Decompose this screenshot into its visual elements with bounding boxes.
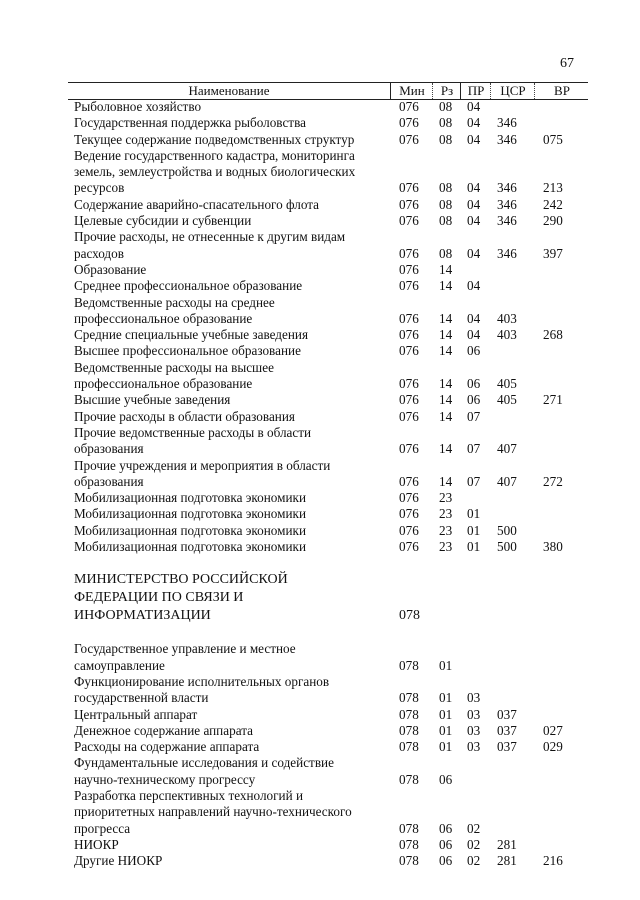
cell-rz: 08: [439, 131, 453, 147]
cell-min: 076: [399, 278, 419, 294]
cell-min: 076: [399, 490, 419, 506]
column-header-min: Мин: [390, 83, 433, 99]
row-name-line: Мобилизационная подготовка экономики: [74, 539, 307, 555]
row-name: [74, 229, 399, 262]
cell-rz: 14: [439, 376, 453, 392]
row-name-line: Прочие расходы, не отнесенные к другим видам: [74, 229, 346, 245]
row-name-line: Прочие учреждения и мероприятия в области: [74, 457, 331, 473]
cell-pr: 04: [467, 180, 481, 196]
table-row: [74, 132, 594, 148]
cell-pr: 04: [467, 310, 481, 326]
row-name: [74, 262, 399, 278]
row-name: [74, 837, 399, 853]
row-name-line: Рыболовное хозяйство: [74, 99, 202, 114]
ministry-heading-row: [74, 571, 594, 625]
budget-table: [74, 99, 594, 869]
table-row: [74, 641, 594, 674]
row-name-line: научно-техническому прогрессу: [74, 771, 256, 787]
cell-min: 076: [399, 522, 419, 538]
cell-rz: 14: [439, 392, 453, 408]
row-name-line: ФЕДЕРАЦИИ ПО СВЯЗИ И: [74, 590, 244, 606]
cell-rz: 08: [439, 196, 453, 212]
cell-rz: 23: [439, 522, 453, 538]
cell-pr: 01: [467, 522, 481, 538]
table-row: [74, 360, 594, 393]
cell-min: 076: [399, 343, 419, 359]
row-name: [74, 523, 399, 539]
table-row: [74, 295, 594, 328]
cell-rz: 06: [439, 853, 453, 869]
cell-csr: 403: [497, 327, 517, 343]
cell-vr: 268: [543, 327, 563, 343]
row-name-line: МИНИСТЕРСТВО РОССИЙСКОЙ: [74, 572, 288, 588]
row-name-line: Среднее профессиональное образование: [74, 278, 303, 294]
cell-pr: 06: [467, 392, 481, 408]
row-name: [74, 392, 399, 408]
table-row: [74, 148, 594, 197]
cell-min: 076: [399, 310, 419, 326]
table-row: [74, 115, 594, 131]
row-name-line: Прочие ведомственные расходы в области: [74, 424, 312, 440]
cell-pr: 06: [467, 343, 481, 359]
row-name-line: прогресса: [74, 820, 131, 836]
cell-pr: 04: [467, 245, 481, 261]
cell-rz: 14: [439, 473, 453, 489]
cell-pr: 07: [467, 441, 481, 457]
table-row: [74, 458, 594, 491]
row-name: [74, 115, 399, 131]
row-name: [74, 278, 399, 294]
cell-min: 076: [399, 539, 419, 555]
cell-csr: 346: [497, 131, 517, 147]
cell-csr: 346: [497, 180, 517, 196]
row-name-line: НИОКР: [74, 836, 119, 852]
cell-min: 076: [399, 115, 419, 131]
row-name-line: государственной власти: [74, 690, 209, 706]
row-name-line: Денежное содержание аппарата: [74, 722, 253, 738]
row-name-line: Мобилизационная подготовка экономики: [74, 490, 307, 506]
row-name: [74, 723, 399, 739]
row-name: [74, 539, 399, 555]
cell-rz: 14: [439, 278, 453, 294]
row-name: [74, 707, 399, 723]
cell-rz: 06: [439, 771, 453, 787]
cell-min: 076: [399, 180, 419, 196]
cell-min: 076: [399, 245, 419, 261]
row-name: [74, 506, 399, 522]
cell-rz: 01: [439, 722, 453, 738]
cell-min: 078: [399, 608, 420, 624]
cell-csr: 346: [497, 196, 517, 212]
table-row: [74, 755, 594, 788]
column-header-pr: ПР: [460, 83, 491, 99]
table-row: [74, 99, 594, 115]
row-name: [74, 641, 399, 674]
cell-vr: 290: [543, 213, 563, 229]
row-name-line: Ведение государственного кадастра, мониторинга: [74, 147, 355, 163]
page-number: 67: [560, 56, 574, 71]
row-name: [74, 458, 399, 491]
row-name: [74, 99, 399, 115]
cell-min: 076: [399, 441, 419, 457]
table-header: [68, 82, 588, 100]
row-name-line: земель, землеустройства и водных биологических: [74, 164, 356, 180]
row-name-line: Образование: [74, 261, 147, 277]
column-header-vr: ВР: [534, 83, 589, 99]
cell-rz: 01: [439, 706, 453, 722]
table-row: [74, 506, 594, 522]
cell-rz: 06: [439, 820, 453, 836]
column-header-name: Наименование: [188, 83, 270, 98]
cell-min: 076: [399, 473, 419, 489]
row-name-line: Фундаментальные исследования и содействие: [74, 755, 334, 771]
cell-rz: 23: [439, 490, 453, 506]
cell-csr: 407: [497, 441, 517, 457]
table-row: [74, 707, 594, 723]
cell-vr: 075: [543, 131, 563, 147]
cell-pr: 01: [467, 506, 481, 522]
table-row: [74, 539, 594, 555]
cell-pr: 06: [467, 376, 481, 392]
cell-vr: 380: [543, 539, 563, 555]
table-row: [74, 739, 594, 755]
cell-min: 076: [399, 327, 419, 343]
cell-min: 078: [399, 739, 419, 755]
cell-min: 076: [399, 506, 419, 522]
row-name-line: Целевые субсидии и субвенции: [74, 213, 252, 229]
cell-pr: 04: [467, 327, 481, 343]
cell-pr: 04: [467, 115, 481, 131]
cell-vr: 027: [543, 722, 563, 738]
cell-min: 078: [399, 771, 419, 787]
cell-rz: 01: [439, 690, 453, 706]
cell-csr: 346: [497, 213, 517, 229]
cell-csr: 037: [497, 722, 517, 738]
cell-vr: 242: [543, 196, 563, 212]
cell-min: 078: [399, 706, 419, 722]
row-name-line: Ведомственные расходы на высшее: [74, 359, 274, 375]
row-name-line: профессиональное образование: [74, 376, 253, 392]
table-row: [74, 723, 594, 739]
row-name: [74, 409, 399, 425]
cell-min: 076: [399, 99, 419, 114]
cell-csr: 346: [497, 115, 517, 131]
table-row: [74, 523, 594, 539]
cell-pr: 04: [467, 131, 481, 147]
table-row: [74, 837, 594, 853]
cell-rz: 14: [439, 343, 453, 359]
row-name: [74, 148, 399, 197]
row-name-line: профессиональное образование: [74, 310, 253, 326]
table-row: [74, 392, 594, 408]
cell-rz: 23: [439, 506, 453, 522]
spacer-row: [74, 625, 594, 641]
cell-pr: 04: [467, 196, 481, 212]
cell-pr: 03: [467, 739, 481, 755]
cell-csr: 281: [497, 836, 517, 852]
row-name-line: Мобилизационная подготовка экономики: [74, 506, 307, 522]
row-name-line: Государственное управление и местное: [74, 641, 296, 657]
row-name-line: Прочие расходы в области образования: [74, 408, 295, 424]
cell-min: 076: [399, 392, 419, 408]
row-name-line: Мобилизационная подготовка экономики: [74, 522, 307, 538]
cell-pr: 03: [467, 706, 481, 722]
table-row: [74, 788, 594, 837]
cell-csr: 346: [497, 245, 517, 261]
cell-min: 076: [399, 261, 419, 277]
table-row: [74, 229, 594, 262]
row-name: [74, 197, 399, 213]
row-name: [74, 295, 399, 328]
cell-rz: 01: [439, 657, 453, 673]
cell-pr: 04: [467, 99, 481, 114]
cell-pr: 02: [467, 836, 481, 852]
row-name: [74, 343, 399, 359]
cell-vr: 397: [543, 245, 563, 261]
cell-csr: 403: [497, 310, 517, 326]
cell-pr: 03: [467, 690, 481, 706]
row-name-line: ИНФОРМАТИЗАЦИИ: [74, 608, 211, 624]
spacer-row: [74, 555, 594, 571]
cell-pr: 01: [467, 539, 481, 555]
row-name-line: Другие НИОКР: [74, 853, 163, 869]
cell-min: 078: [399, 820, 419, 836]
cell-min: 076: [399, 213, 419, 229]
row-name: [74, 490, 399, 506]
row-name: [74, 755, 399, 788]
cell-rz: 01: [439, 739, 453, 755]
table-row: [74, 343, 594, 359]
cell-pr: 02: [467, 853, 481, 869]
row-name: [74, 327, 399, 343]
cell-min: 078: [399, 836, 419, 852]
row-name: [74, 674, 399, 707]
cell-min: 078: [399, 722, 419, 738]
cell-min: 078: [399, 657, 419, 673]
row-name: [74, 571, 399, 625]
cell-rz: 23: [439, 539, 453, 555]
cell-min: 078: [399, 690, 419, 706]
cell-csr: 281: [497, 853, 517, 869]
cell-rz: 08: [439, 115, 453, 131]
cell-min: 076: [399, 376, 419, 392]
cell-csr: 037: [497, 706, 517, 722]
cell-csr: 037: [497, 739, 517, 755]
cell-rz: 08: [439, 213, 453, 229]
table-row: [74, 853, 594, 869]
table-row: [74, 213, 594, 229]
cell-vr: 213: [543, 180, 563, 196]
row-name-line: Средние специальные учебные заведения: [74, 327, 309, 343]
row-name-line: образования: [74, 473, 144, 489]
cell-rz: 08: [439, 245, 453, 261]
cell-csr: 405: [497, 376, 517, 392]
cell-vr: 029: [543, 739, 563, 755]
cell-pr: 04: [467, 213, 481, 229]
cell-pr: 03: [467, 722, 481, 738]
row-name-line: Содержание аварийно-спасательного флота: [74, 196, 320, 212]
row-name: [74, 132, 399, 148]
table-row: [74, 674, 594, 707]
row-name-line: Текущее содержание подведомственных структур: [74, 131, 355, 147]
row-name-line: ресурсов: [74, 180, 125, 196]
row-name-line: расходов: [74, 245, 124, 261]
cell-rz: 14: [439, 408, 453, 424]
table-row: [74, 409, 594, 425]
row-name-line: Разработка перспективных технологий и: [74, 787, 304, 803]
cell-csr: 407: [497, 473, 517, 489]
row-name-line: Ведомственные расходы на среднее: [74, 294, 275, 310]
column-header-csr: ЦСР: [490, 83, 535, 99]
cell-min: 076: [399, 131, 419, 147]
table-row: [74, 278, 594, 294]
column-header-rz: Рз: [432, 83, 461, 99]
table-row: [74, 197, 594, 213]
row-name-line: приоритетных направлений научно-технического: [74, 804, 352, 820]
cell-rz: 08: [439, 99, 453, 114]
row-name-line: самоуправление: [74, 657, 165, 673]
cell-rz: 14: [439, 441, 453, 457]
cell-pr: 04: [467, 278, 481, 294]
row-name: [74, 739, 399, 755]
cell-min: 078: [399, 853, 419, 869]
table-row: [74, 327, 594, 343]
table-row: [74, 490, 594, 506]
cell-vr: 216: [543, 853, 563, 869]
table-row: [74, 425, 594, 458]
row-name-line: образования: [74, 441, 144, 457]
cell-rz: 14: [439, 261, 453, 277]
row-name-line: Функционирование исполнительных органов: [74, 673, 330, 689]
cell-min: 076: [399, 196, 419, 212]
cell-rz: 08: [439, 180, 453, 196]
cell-pr: 02: [467, 820, 481, 836]
cell-vr: 272: [543, 473, 563, 489]
row-name: [74, 853, 399, 869]
cell-rz: 14: [439, 327, 453, 343]
cell-pr: 07: [467, 408, 481, 424]
row-name-line: Центральный аппарат: [74, 706, 198, 722]
row-name-line: Высшие учебные заведения: [74, 392, 231, 408]
row-name-line: Высшее профессиональное образование: [74, 343, 301, 359]
cell-pr: 07: [467, 473, 481, 489]
cell-csr: 500: [497, 522, 517, 538]
table-row: [74, 262, 594, 278]
row-name: [74, 213, 399, 229]
row-name: [74, 360, 399, 393]
row-name: [74, 425, 399, 458]
row-name: [74, 788, 399, 837]
row-name-line: Расходы на содержание аппарата: [74, 739, 260, 755]
row-name-line: Государственная поддержка рыболовства: [74, 115, 306, 131]
cell-vr: 271: [543, 392, 563, 408]
cell-csr: 405: [497, 392, 517, 408]
cell-min: 076: [399, 408, 419, 424]
cell-csr: 500: [497, 539, 517, 555]
cell-rz: 14: [439, 310, 453, 326]
cell-rz: 06: [439, 836, 453, 852]
